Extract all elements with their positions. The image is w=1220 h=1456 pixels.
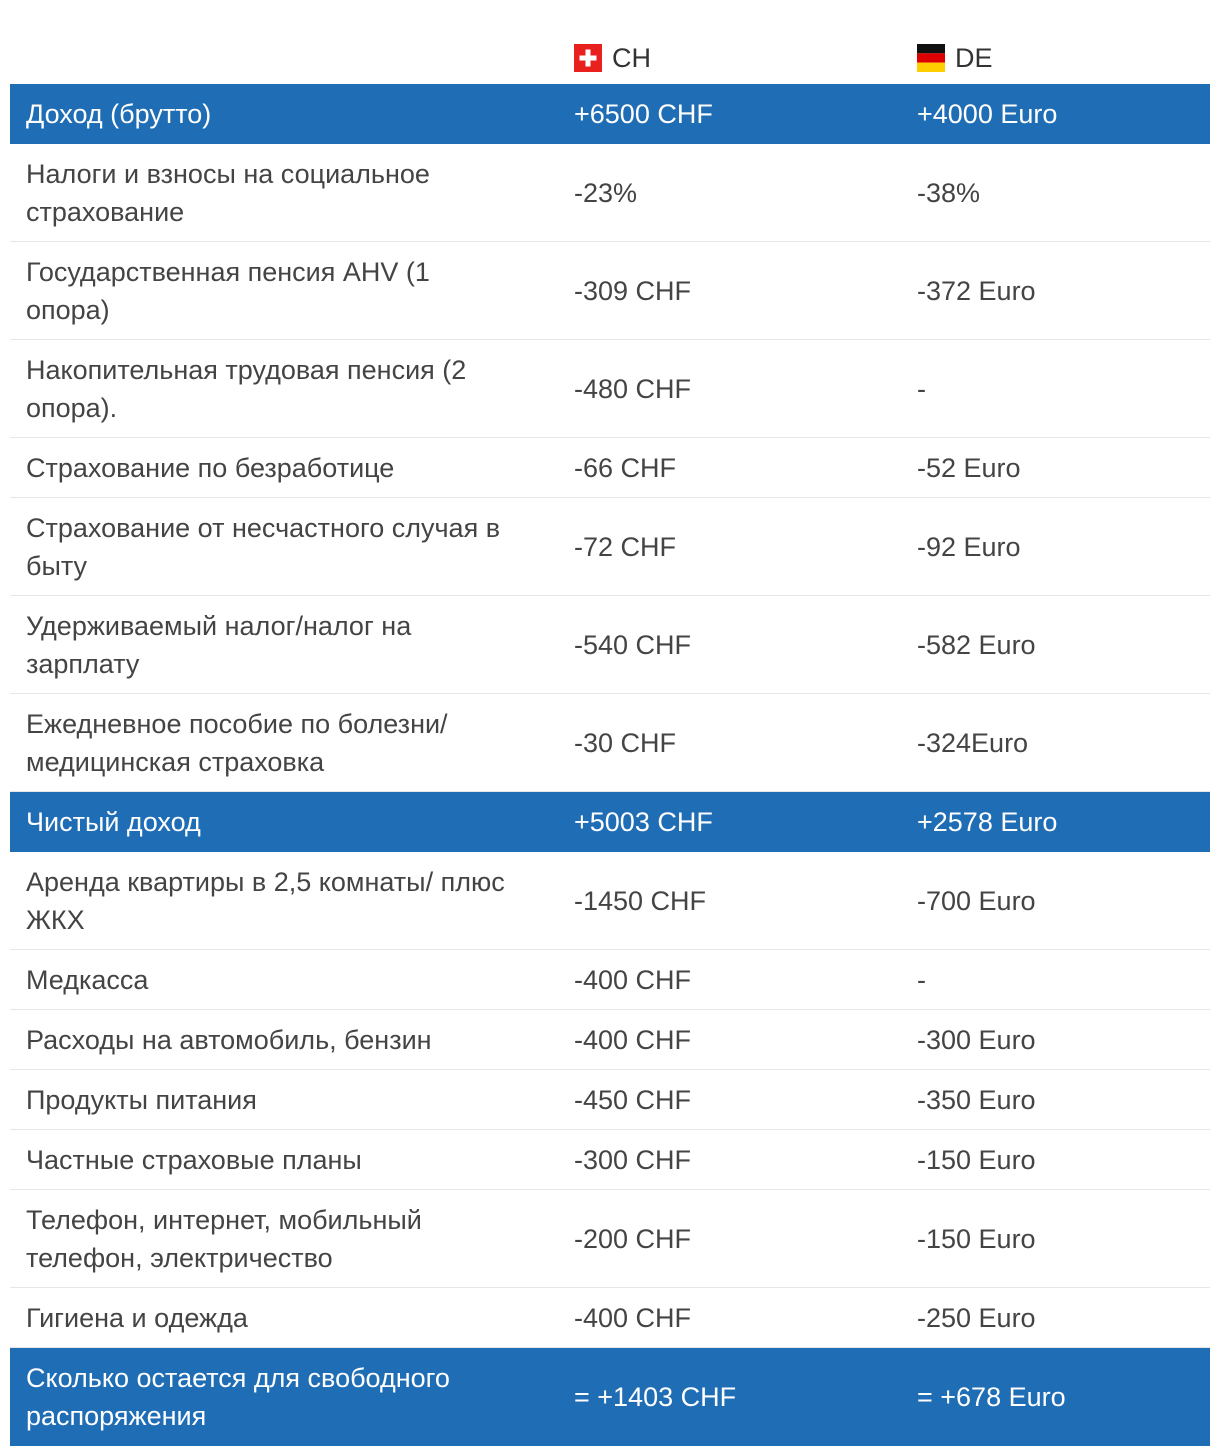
table-row-disposable-remainder [10,1348,1210,1446]
row-value-de: -38% [917,177,981,208]
row-label: Частные страховые планы [26,1144,362,1175]
column-header-de [917,42,993,74]
row-value-de: -582 Euro [917,629,1036,660]
german-flag-icon [917,44,945,72]
row-label: Государственная пенсия AHV (1 опора) [26,256,430,325]
row-value-ch: -309 CHF [574,275,692,306]
row-value-ch: +6500 CHF [574,99,713,129]
row-value-de: - [917,964,926,995]
table-row [10,242,1210,340]
row-value-de: = +678 Euro [917,1382,1066,1412]
row-value-de: -250 Euro [917,1302,1036,1333]
swiss-flag-icon [574,44,602,72]
row-value-de: -324Euro [917,727,1029,758]
column-header-de-label: DE [955,42,993,73]
table-row [10,438,1210,498]
row-value-de: +4000 Euro [917,99,1058,129]
table-row [10,340,1210,438]
row-value-ch: -23% [574,177,638,208]
table-row [10,498,1210,596]
row-label: Телефон, интернет, мобильный телефон, электричество [26,1204,422,1273]
row-label: Аренда квартиры в 2,5 комнаты/ плюс ЖКХ [26,866,505,935]
table-row [10,596,1210,694]
row-value-de: -300 Euro [917,1024,1036,1055]
row-value-de: -350 Euro [917,1084,1036,1115]
table-row [10,694,1210,792]
row-value-ch: -66 CHF [574,452,677,483]
row-value-ch: -200 CHF [574,1223,692,1254]
table-row [10,852,1210,950]
row-value-ch: -450 CHF [574,1084,692,1115]
row-value-de: -92 Euro [917,531,1021,562]
row-label: Чистый доход [26,807,201,837]
row-value-ch: -400 CHF [574,1302,692,1333]
row-value-ch: -300 CHF [574,1144,692,1175]
table-row [10,1070,1210,1130]
table-row-net-income [10,792,1210,852]
row-label: Доход (брутто) [26,99,212,129]
column-header-ch-label: CH [612,42,651,73]
row-label: Налоги и взносы на социальное страхование [26,158,430,227]
row-label: Сколько остается для свободного распоряжения [26,1363,450,1431]
row-value-ch: -480 CHF [574,373,692,404]
row-value-ch: -72 CHF [574,531,677,562]
row-value-de: -150 Euro [917,1144,1036,1175]
row-value-ch: -1450 CHF [574,885,707,916]
table-row [10,1288,1210,1348]
row-label: Ежедневное пособие по болезни/ медицинская страховка [26,708,448,777]
row-value-de: -372 Euro [917,275,1036,306]
table-row [10,1190,1210,1288]
column-header-ch [574,42,651,74]
row-value-de: +2578 Euro [917,807,1058,837]
row-value-ch: -540 CHF [574,629,692,660]
row-value-ch: -400 CHF [574,964,692,995]
table-row-gross-income [10,84,1210,144]
row-value-ch: = +1403 CHF [574,1382,737,1412]
row-value-ch: +5003 CHF [574,807,713,837]
row-label: Удерживаемый налог/налог на зарплату [26,610,412,679]
table-row [10,144,1210,242]
table-header [10,0,1210,84]
row-label: Страхование от несчастного случая в быту [26,512,501,581]
row-value-de: -52 Euro [917,452,1021,483]
row-label: Гигиена и одежда [26,1302,248,1333]
table-row [10,1130,1210,1190]
row-label: Расходы на автомобиль, бензин [26,1024,432,1055]
row-label: Медкасса [26,964,149,995]
row-label: Продукты питания [26,1084,257,1115]
table-row [10,1010,1210,1070]
row-value-de: - [917,373,926,404]
row-label: Страхование по безработице [26,452,395,483]
row-value-ch: -30 CHF [574,727,677,758]
row-value-de: -150 Euro [917,1223,1036,1254]
row-value-de: -700 Euro [917,885,1036,916]
row-value-ch: -400 CHF [574,1024,692,1055]
budget-comparison-table [10,0,1210,1446]
table-row [10,950,1210,1010]
row-label: Накопительная трудовая пенсия (2 опора). [26,354,467,423]
